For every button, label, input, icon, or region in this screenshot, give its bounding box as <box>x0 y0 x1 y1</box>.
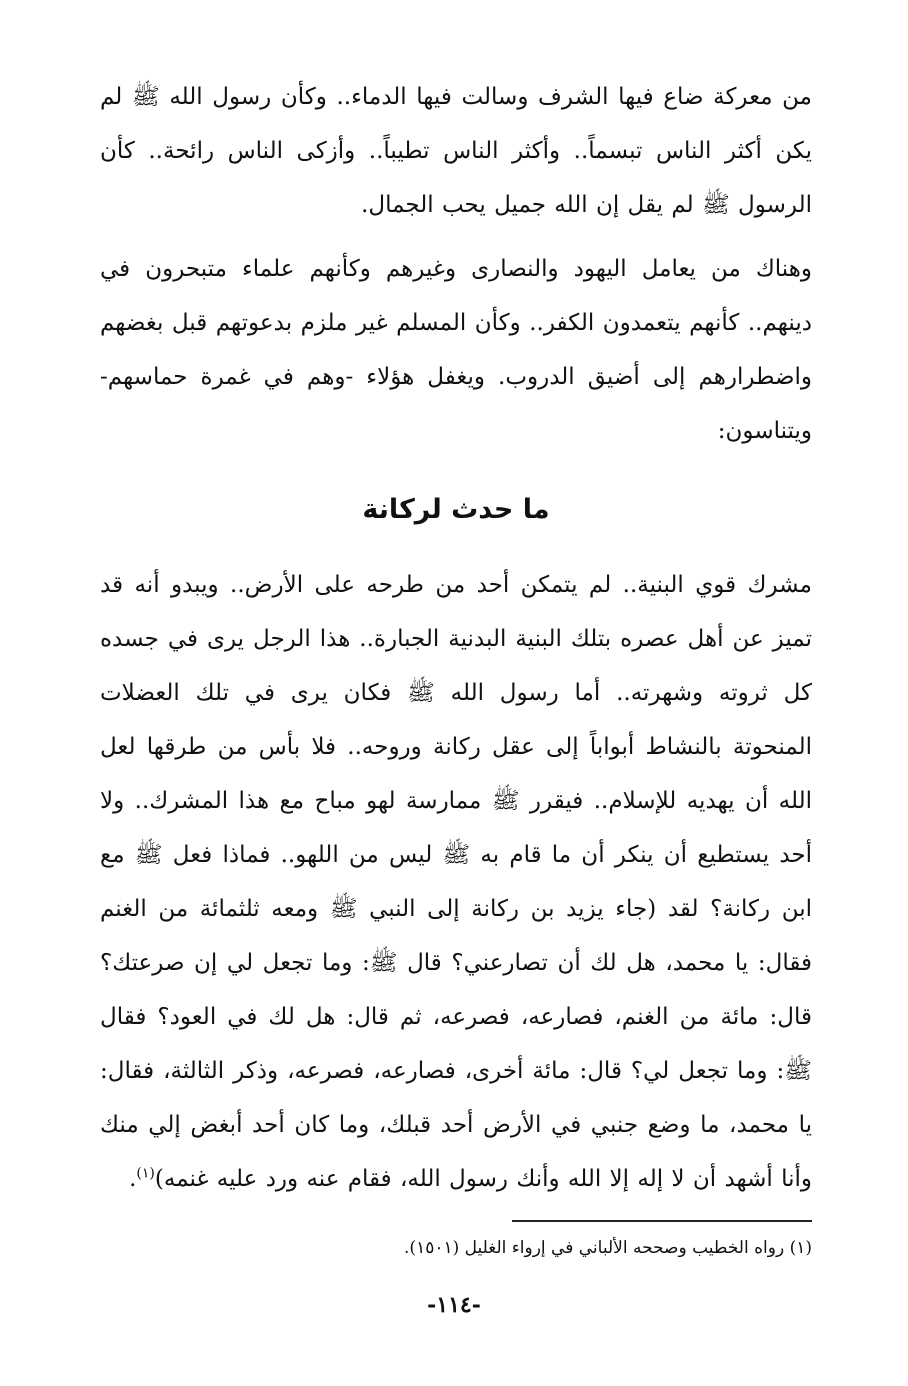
page-body <box>100 70 812 1262</box>
paragraph-3-end: . <box>129 1166 137 1192</box>
paragraph-3-text: مشرك قوي البنية.. لم يتمكن أحد من طرحه على الأرض.. ويبدو أنه قد تميز عن أهل عصره بتلك البنية البدنية الجبارة.. هذا الرجل يرى في جسده كل ثروته وشهرته.. أما رسول الله ﷺ فكان يرى في تلك العضلات المنحوتة بالنشاط أبواباً إلى عقل ركانة وروحه.. فلا بأس من طرقها لعل الله أن يهديه للإسلام.. فيقرر ﷺ ممارسة لهو مباح مع هذا المشرك.. ولا أحد يستطيع أن ينكر أن ما قام به ﷺ ليس من اللهو.. فماذا فعل ﷺ مع ابن ركانة؟ لقد (جاء يزيد بن ركانة إلى النبي ﷺ ومعه ثلثمائة من الغنم فقال: يا محمد، هل لك أن تصارعني؟ قال ﷺ: وما تجعل لي إن صرعتك؟ قال: مائة من الغنم، فصارعه، فصرعه، ثم قال: هل لك في العود؟ فقال ﷺ: وما تجعل لي؟ قال: مائة أخرى، فصارعه، فصرعه، وذكر الثالثة، فقال: يا محمد، ما وضع جنبي في الأرض أحد قبلك، وما كان أحد أبغض إلي منك وأنا أشهد أن لا إله إلا الله وأنك رسول الله، فقام عنه ورد عليه غنمه) <box>100 572 812 1192</box>
paragraph-3 <box>100 558 812 1206</box>
page-number: -١١٤- <box>427 1292 481 1318</box>
footnote: (١) رواه الخطيب وصححه الألباني في إرواء الغليل (١٥٠١). <box>404 1238 812 1258</box>
section-heading: ما حدث لركانة <box>362 494 550 525</box>
paragraph-2: وهناك من يعامل اليهود والنصارى وغيرهم وكأنهم علماء متبحرون في دينهم.. كأنهم يتعمدون الكفر.. وكأن المسلم غير ملزم بدعوتهم قبل بغضهم واضطرارهم إلى أضيق الدروب. ويغفل هؤلاء -وهم في غمرة حماسهم- ويتناسون: <box>100 256 812 444</box>
paragraph-1: من معركة ضاع فيها الشرف وسالت فيها الدماء.. وكأن رسول الله ﷺ لم يكن أكثر الناس تبسماً.. وأكثر الناس تطيباً.. وأزكى الناس رائحة.. كأن الرسول ﷺ لم يقل إن الله جميل يحب الجمال. <box>100 84 812 218</box>
footnote-reference[interactable]: (١) <box>136 1165 155 1182</box>
footnote-divider <box>512 1220 812 1222</box>
